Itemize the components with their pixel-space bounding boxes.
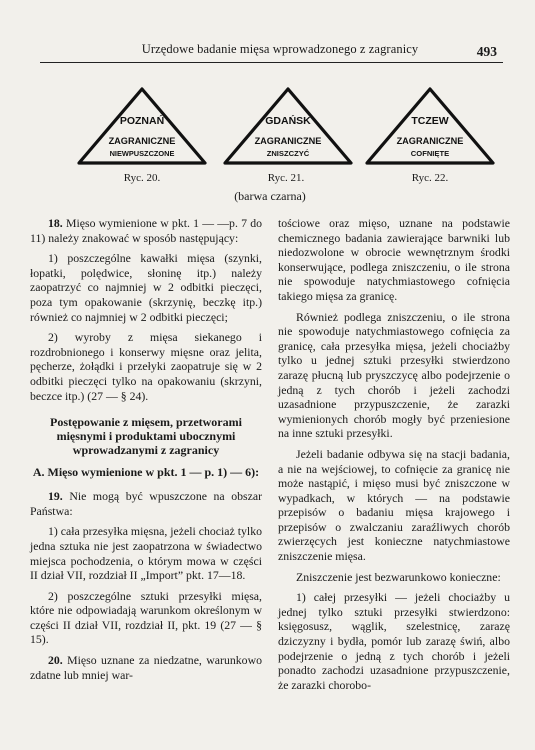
figure-caption: Ryc. 22. — [411, 172, 449, 184]
paragraph-20: 20. Mięso uznane za niedzatne, warunkowo zdatne lub mniej war- — [30, 653, 262, 682]
figures-note: (barwa czarna) — [234, 189, 306, 203]
paragraph-19-item-1: 1) cała przesyłka mięsna, jeżeli chociaż tylko jedna sztuka nie jest zaopatrzona w świadectwo miejsca pochodzenia, o którym mowa w części II dział VII, rozdział II „Import” pkt. 17—18. — [30, 524, 262, 583]
stamp-line1: ZAGRANICZNE — [108, 136, 176, 146]
running-header — [60, 42, 500, 57]
stamp-triangle-icon — [364, 86, 496, 166]
stamp-triangle-icon — [76, 86, 208, 166]
stamp-line2: NIEWPUSZCZONE — [109, 149, 175, 158]
paragraph: Również podlega zniszczeniu, o ile strona nie spowoduje natychmiastowego cofnięcia za granicę, cała przesyłka mięsa, jeżeli chociażby tylko u jednej sztuki przesyłki stwierdzono zarazę płucną lub pryszczycę albo podejrzenie o jedną z tych chorób i jeżeli zachodzi uzasadnione przypuszczenie, że zarazki wymienionych chorób mogły być przeniesione na inne sztuki przesyłki. — [278, 309, 510, 441]
paragraph-number: 20. — [48, 653, 63, 668]
figure-caption: Ryc. 21. — [267, 172, 305, 184]
stamp-figure-21 — [222, 86, 354, 166]
paragraph-18-item-1: 1) poszczególne kawałki mięsa (szynki, łopatki, polędwice, słoninę itp.) należy zaopatrzyć co najmniej w 2 odbitki pieczęci, poza tym opakowanie (skrzynię, beczkę itp.) również co najmniej w 2 odbitki pieczęci; — [30, 251, 262, 324]
paragraph: Jeżeli badanie odbywa się na stacji badania, a nie na wejściowej, to cofnięcie za granicę nie może nastąpić, i mięso musi być zniszczone w wypadkach, w których — na podstawie przepisów o badaniu mięsa krajowego i przepisów o zwalczaniu zaraźliwych chorób zwierzęcych jest konieczne natychmiastowe zniszczenie mięsa. — [278, 446, 510, 564]
stamp-line1: ZAGRANICZNE — [254, 136, 322, 146]
paragraph: Zniszczenie jest bezwarunkowo konieczne: — [296, 569, 501, 584]
paragraph: 1) całej przesyłki — jeżeli chociażby u jednej tylko sztuki przesyłki stwierdzono: księgosusz, wąglik, szelestnicę, zarazę dziczyzny i bydła, pomór lub zarazę świń, albo podejrzenie o jedną z tych chorób i jeżeli ponadto zachodzi uzasadnione przypuszczenie, że zarazki chorobo- — [278, 590, 510, 692]
stamp-city: POZNAŃ — [119, 115, 165, 127]
paragraph-18: 18. Mięso wymienione w pkt. 1 — —p. 7 do 11) należy znakować w sposób następujący: — [30, 216, 263, 245]
right-column — [278, 216, 510, 698]
page-number: 493 — [476, 44, 497, 59]
figure-caption: Ryc. 20. — [123, 172, 161, 184]
stamp-line2: ZNISZCZYĆ — [266, 149, 310, 158]
stamp-triangle-icon — [222, 86, 354, 166]
stamp-figure-20 — [76, 86, 208, 166]
paragraph-number: 19. — [48, 489, 63, 504]
subsection-heading: A. Mięso wymienione w pkt. 1 — p. 1) — 6): — [32, 465, 260, 480]
section-heading: Postępowanie z mięsem, przetworami mięsnymi i produktami ubocznymi wprowadzanymi z zagranicy — [50, 415, 242, 458]
stamp-figure-22 — [364, 86, 496, 166]
paragraph-19-item-2: 2) poszczególne sztuki przesyłki mięsa, które nie odpowiadają warunkom określonym w części II dział VII, rozdział II, pkt. 19 (27 — § 15). — [30, 588, 262, 647]
stamp-city: TCZEW — [411, 115, 449, 127]
stamp-city: GDAŃSK — [265, 115, 311, 127]
left-column — [30, 216, 262, 688]
paragraph-number: 18. — [48, 216, 63, 230]
header-rule — [40, 62, 503, 63]
paragraph-18-item-2: 2) wyroby z mięsa siekanego i rozdrobnionego i konserwy mięsne oraz jelita, pęcherze, żołądki i przełyki zaopatruje się w 2 odbitki pieczęci tylko na opakowaniu (skrzyni, beczce itp.) (27 — § 24). — [30, 330, 262, 403]
stamp-line2: COFNIĘTE — [410, 149, 450, 158]
running-title: Urzędowe badanie mięsa wprowadzonego z zagranicy — [141, 42, 419, 56]
stamp-line1: ZAGRANICZNE — [396, 136, 464, 146]
paragraph-19: 19. Nie mogą być wpuszczone na obszar Państwa: — [30, 489, 263, 518]
paragraph-continued: tościowe oraz mięso, uznane na podstawie chemicznego badania zawierające barwniki lub niedozwolone w obrocie wewnętrznym środki konserwujące, podlega zniszczeniu, o ile strona nie spowoduje natychmiastowego cofnięcia takiego mięsa za granicę. — [278, 216, 510, 303]
